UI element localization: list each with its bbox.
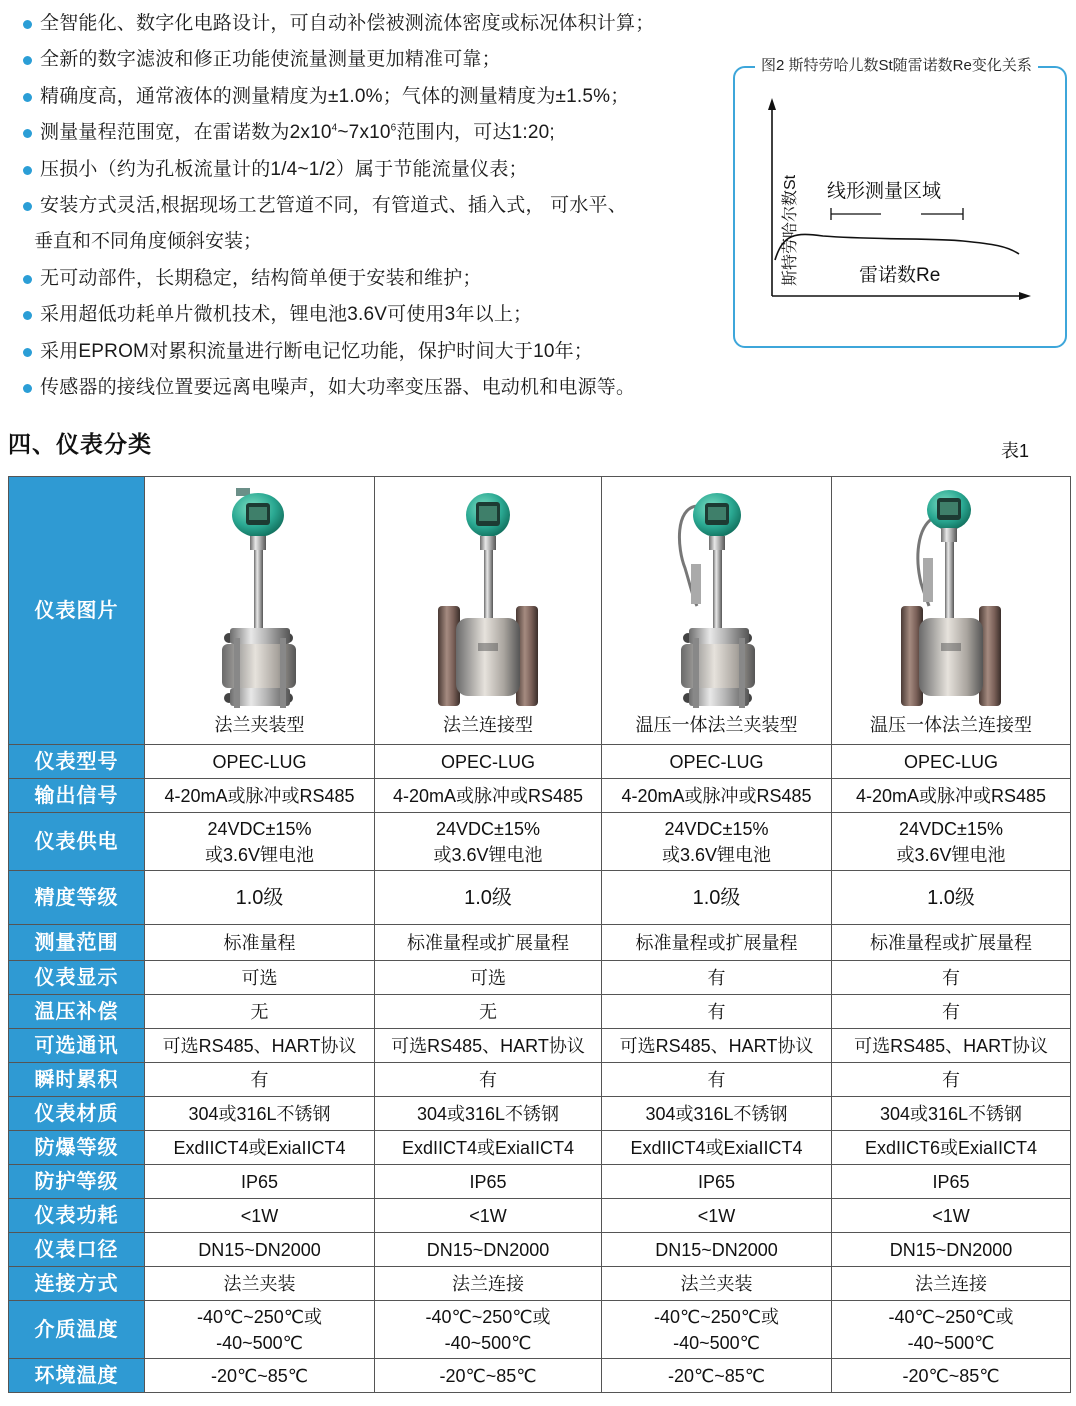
table-cell: <1W (832, 1199, 1071, 1233)
feature-item (20, 334, 735, 370)
cell-line: -40℃~250℃或 (425, 1306, 551, 1327)
cell-line: -40~500℃ (444, 1332, 532, 1353)
cell-line: -40℃~250℃或 (888, 1306, 1014, 1327)
row-header: 连接方式 (9, 1267, 145, 1301)
table-cell (602, 813, 832, 871)
cell-line: -40~500℃ (907, 1332, 995, 1353)
product-cell (145, 477, 375, 745)
feature-item (20, 115, 735, 151)
feature-text: 压损小（约为孔板流量计的1/4~1/2）属于节能流量仪表； (40, 158, 528, 180)
table-cell: 法兰连接 (832, 1267, 1071, 1301)
cell-line: 或3.6V锂电池 (896, 844, 1006, 865)
row-header: 环境温度 (9, 1359, 145, 1393)
cell-line: -40~500℃ (673, 1332, 760, 1353)
table-cell: DN15~DN2000 (602, 1233, 832, 1267)
row-header: 仪表供电 (9, 813, 145, 871)
feature-text: 测量量程范围宽，在雷诺数为2x10 (40, 122, 332, 144)
table-cell: ExdIICT6或ExiaIICT4 (832, 1131, 1071, 1165)
table-row (9, 1359, 1071, 1393)
table-cell (375, 1301, 602, 1359)
feature-text: 采用超低功耗单片微机技术，锂电池3.6V可使用3年以上； (40, 304, 533, 326)
table-cell: 有 (602, 995, 832, 1029)
table-row (9, 745, 1071, 779)
table-cell: 有 (832, 961, 1071, 995)
bullet-icon (23, 166, 32, 175)
table-cell: OPEC-LUG (375, 745, 602, 779)
table-cell: 304或316L不锈钢 (832, 1097, 1071, 1131)
table-cell: 法兰夹装 (145, 1267, 375, 1301)
table-row (9, 1267, 1071, 1301)
product-name: 温压一体法兰夹装型 (635, 714, 798, 735)
feature-text: 全新的数字滤波和修正功能使流量测量更加精准可靠； (40, 49, 501, 71)
cell-line: 24VDC±15% (664, 818, 769, 839)
table-cell: DN15~DN2000 (375, 1233, 602, 1267)
table-cell: 有 (602, 961, 832, 995)
product-cell (375, 477, 602, 745)
table-cell: OPEC-LUG (145, 745, 375, 779)
row-header: 仪表显示 (9, 961, 145, 995)
table-number: 表1 (1001, 441, 1030, 461)
table-cell (832, 1301, 1071, 1359)
table-row (9, 995, 1071, 1029)
spec-rows (9, 745, 1071, 1393)
x-axis-arrow-icon (1019, 292, 1031, 300)
table-cell: OPEC-LUG (602, 745, 832, 779)
table-row (9, 813, 1071, 871)
y-axis-label: 斯特劳哈尔数St (782, 174, 799, 286)
cell-line: -40~500℃ (216, 1332, 303, 1353)
feature-item (20, 6, 735, 42)
row-header: 仪表功耗 (9, 1199, 145, 1233)
feature-continuation: 垂直和不同角度倾斜安装； (34, 231, 263, 253)
table-cell: -20℃~85℃ (602, 1359, 832, 1393)
table-cell: 304或316L不锈钢 (375, 1097, 602, 1131)
feature-item (20, 79, 735, 115)
table-cell: OPEC-LUG (832, 745, 1071, 779)
table-cell: 无 (375, 995, 602, 1029)
row-header: 介质温度 (9, 1301, 145, 1359)
cell-line: 24VDC±15% (436, 818, 540, 839)
table-cell: 1.0级 (145, 871, 375, 925)
flanged-vortex-meter-temp-pressure-icon (891, 488, 1011, 710)
section-title: 四、仪表分类 (8, 431, 152, 457)
table-cell: 可选 (145, 961, 375, 995)
table-cell: <1W (602, 1199, 832, 1233)
table-cell: 有 (375, 1063, 602, 1097)
feature-text: ~7x10 (337, 122, 391, 144)
table-row (9, 1165, 1071, 1199)
strouhal-reynolds-figure (733, 57, 1067, 348)
cell-line: 或3.6V锂电池 (433, 844, 543, 865)
table-cell (375, 813, 602, 871)
product-cell (832, 477, 1071, 745)
table-row (9, 1233, 1071, 1267)
table-cell: 有 (145, 1063, 375, 1097)
table-cell (602, 1301, 832, 1359)
table-cell: -20℃~85℃ (832, 1359, 1071, 1393)
exponent: 4 (331, 122, 338, 134)
feature-item (20, 261, 735, 297)
table-row (9, 925, 1071, 961)
cell-line: 24VDC±15% (207, 818, 312, 839)
figure-caption: 图2 斯特劳哈儿数St随雷诺数Re变化关系 (755, 56, 1038, 76)
table-cell: 可选 (375, 961, 602, 995)
table-row (9, 1029, 1071, 1063)
table-cell: 1.0级 (832, 871, 1071, 925)
table-cell: ExdIICT4或ExiaIICT4 (145, 1131, 375, 1165)
table-cell: 可选RS485、HART协议 (375, 1029, 602, 1063)
bullet-icon (23, 93, 32, 102)
table-cell: <1W (375, 1199, 602, 1233)
product-name: 法兰连接型 (443, 714, 533, 735)
feature-text: 范围内，可达1:20; (396, 122, 555, 144)
bullet-icon (23, 311, 32, 320)
table-cell: 法兰连接 (375, 1267, 602, 1301)
bullet-icon (23, 275, 32, 284)
table-cell (832, 813, 1071, 871)
feature-item (20, 297, 735, 333)
bullet-icon (23, 129, 32, 138)
row-header: 可选通讯 (9, 1029, 145, 1063)
bullet-icon (23, 20, 32, 29)
table-cell: 有 (832, 1063, 1071, 1097)
table-cell: 标准量程或扩展量程 (832, 925, 1071, 961)
table-row (9, 1301, 1071, 1359)
table-cell: IP65 (145, 1165, 375, 1199)
exponent: 6 (390, 122, 397, 134)
table-row (9, 477, 1071, 745)
table-cell: -20℃~85℃ (375, 1359, 602, 1393)
table-cell: 有 (602, 1063, 832, 1097)
row-header: 测量范围 (9, 925, 145, 961)
table-row (9, 871, 1071, 925)
table-cell: DN15~DN2000 (832, 1233, 1071, 1267)
table-cell (145, 1301, 375, 1359)
row-header: 瞬时累积 (9, 1063, 145, 1097)
cell-line: -40℃~250℃或 (197, 1306, 322, 1327)
table-cell: 1.0级 (375, 871, 602, 925)
table-cell: IP65 (602, 1165, 832, 1199)
strouhal-curve (775, 234, 1019, 260)
feature-list (20, 6, 735, 406)
table-cell: 无 (145, 995, 375, 1029)
table-cell: 1.0级 (602, 871, 832, 925)
row-header: 温压补偿 (9, 995, 145, 1029)
feature-item (20, 42, 735, 78)
flanged-vortex-meter-icon (428, 488, 548, 710)
feature-text: 传感器的接线位置要远离电噪声，如大功率变压器、电动机和电源等。 (40, 377, 636, 399)
cell-line: 或3.6V锂电池 (661, 844, 772, 865)
table-cell: <1W (145, 1199, 375, 1233)
feature-item (20, 188, 735, 224)
table-cell: 304或316L不锈钢 (145, 1097, 375, 1131)
table-cell: ExdIICT4或ExiaIICT4 (375, 1131, 602, 1165)
table-cell: 有 (832, 995, 1071, 1029)
row-header: 仪表型号 (9, 745, 145, 779)
table-cell: 304或316L不锈钢 (602, 1097, 832, 1131)
table-cell: 4-20mA或脉冲或RS485 (602, 779, 832, 813)
table-cell: 可选RS485、HART协议 (832, 1029, 1071, 1063)
row-header: 精度等级 (9, 871, 145, 925)
cell-line: 或3.6V锂电池 (204, 844, 315, 865)
wafer-vortex-meter-icon (200, 488, 320, 710)
feature-text: 采用EPROM对累积流量进行断电记忆功能，保护时间大于10年； (40, 340, 594, 362)
row-header: 仪表口径 (9, 1233, 145, 1267)
table-cell: 4-20mA或脉冲或RS485 (145, 779, 375, 813)
table-cell: 法兰夹装 (602, 1267, 832, 1301)
feature-text: 全智能化、数字化电路设计，可自动补偿被测流体密度或标况体积计算； (40, 13, 655, 34)
table-cell: 可选RS485、HART协议 (602, 1029, 832, 1063)
table-cell: 4-20mA或脉冲或RS485 (832, 779, 1071, 813)
product-name: 法兰夹装型 (214, 714, 305, 735)
table-cell: 4-20mA或脉冲或RS485 (375, 779, 602, 813)
table-row (9, 961, 1071, 995)
table-cell: 标准量程或扩展量程 (375, 925, 602, 961)
bullet-icon (23, 348, 32, 357)
cell-line: -40℃~250℃或 (654, 1306, 779, 1327)
product-name: 温压一体法兰连接型 (870, 714, 1032, 735)
row-header: 仪表图片 (9, 477, 145, 745)
table-cell: 标准量程 (145, 925, 375, 961)
row-header: 仪表材质 (9, 1097, 145, 1131)
table-cell: 标准量程或扩展量程 (602, 925, 832, 961)
table-row (9, 1131, 1071, 1165)
bullet-icon (23, 384, 32, 393)
wafer-vortex-meter-temp-pressure-icon (657, 488, 777, 710)
table-row (9, 779, 1071, 813)
feature-text: 精确度高，通常液体的测量精度为±1.0%；气体的测量精度为±1.5%； (40, 85, 630, 107)
cell-line: 24VDC±15% (899, 818, 1003, 839)
x-axis-label: 雷诺数Re (859, 265, 941, 286)
feature-item (20, 152, 735, 188)
feature-text: 安装方式灵活,根据现场工艺管道不同，有管道式、插入式， 可水平、 (40, 195, 627, 217)
meter-spec-table (8, 476, 1071, 1393)
table-cell: IP65 (375, 1165, 602, 1199)
table-row (9, 1063, 1071, 1097)
table-cell: DN15~DN2000 (145, 1233, 375, 1267)
row-header: 输出信号 (9, 779, 145, 813)
table-cell: -20℃~85℃ (145, 1359, 375, 1393)
feature-text: 无可动部件，长期稳定，结构简单便于安装和维护； (40, 267, 482, 289)
linear-region-label: 线形测量区域 (827, 181, 942, 202)
table-cell: ExdIICT4或ExiaIICT4 (602, 1131, 832, 1165)
row-header: 防护等级 (9, 1165, 145, 1199)
table-cell (145, 813, 375, 871)
product-cell (602, 477, 832, 745)
feature-item (20, 370, 735, 406)
table-row (9, 1097, 1071, 1131)
y-axis-arrow-icon (768, 98, 776, 110)
table-cell: 可选RS485、HART协议 (145, 1029, 375, 1063)
bullet-icon (23, 202, 32, 211)
table-cell: IP65 (832, 1165, 1071, 1199)
bullet-icon (23, 56, 32, 65)
table-row (9, 1199, 1071, 1233)
row-header: 防爆等级 (9, 1131, 145, 1165)
